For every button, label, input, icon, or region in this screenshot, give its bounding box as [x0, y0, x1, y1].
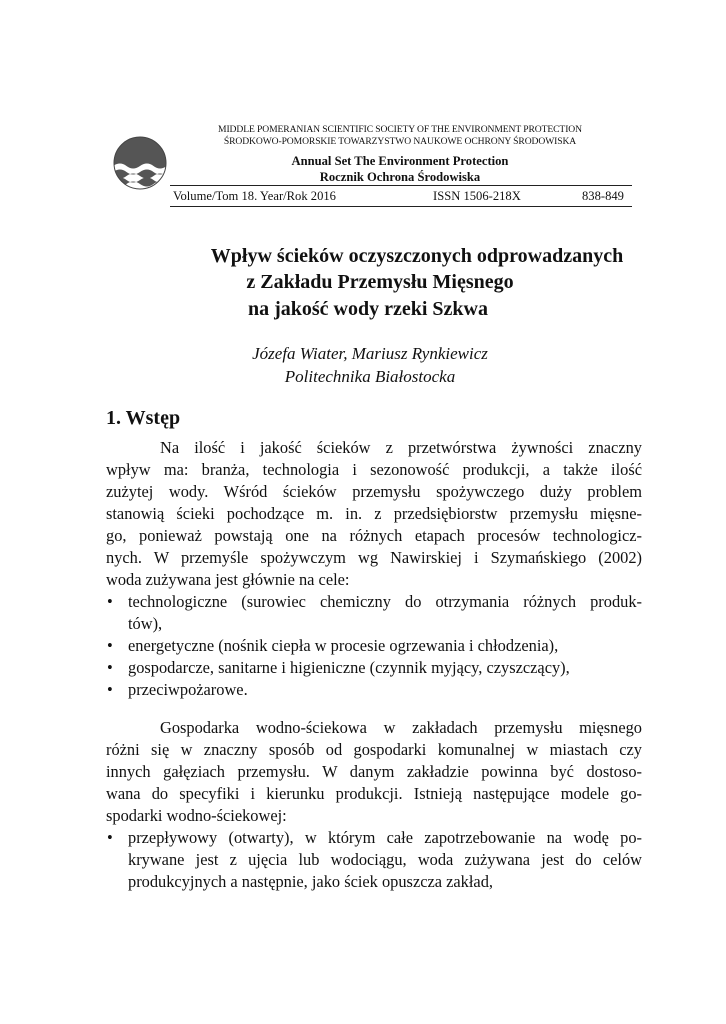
list-item-line: technologiczne (surowiec chemiczny do otrzymania różnych produk-: [128, 592, 642, 611]
society-name-pl: ŚRODKOWO-POMORSKIE TOWARZYSTWO NAUKOWE OCHRONY ŚRODOWISKA: [223, 136, 577, 147]
header-divider-bottom: [170, 206, 632, 207]
authors: Józefa Wiater, Mariusz Rynkiewicz: [252, 344, 488, 363]
issn: ISSN 1506-218X: [433, 189, 521, 203]
article-title-line: Wpływ ścieków oczyszczonych odprowadzanych: [210, 245, 624, 267]
list-item-line: produkcyjnych a następnie, jako ściek opuszcza zakład,: [128, 872, 494, 891]
paragraph-line: różni się w znaczny sposób od gospodarki komunalnej w miastach czy: [106, 740, 642, 759]
list-item-line: przepływowy (otwarty), w którym całe zapotrzebowanie na wodę po-: [128, 828, 642, 847]
bullet-icon: •: [107, 592, 113, 611]
society-name-en: MIDDLE POMERANIAN SCIENTIFIC SOCIETY OF THE ENVIRONMENT PROTECTION: [218, 124, 582, 135]
paragraph-line: woda zużywana jest głównie na cele:: [106, 570, 350, 589]
journal-name-pl: Rocznik Ochrona Środowiska: [319, 170, 481, 184]
paragraph-line: Na ilość i jakość ścieków z przetwórstwa żywności znaczny: [160, 438, 642, 457]
list-item-line: energetyczne (nośnik ciepła w procesie ogrzewania i chłodzenia),: [128, 636, 559, 655]
volume-info: Volume/Tom 18. Year/Rok 2016: [173, 189, 336, 203]
paragraph-line: wana do specyfiki i kierunku produkcji. Istnieją następujące modele go-: [106, 784, 642, 803]
paragraph-line: zużytej wody. Wśród ścieków przemysłu spożywczego duży problem: [106, 482, 642, 501]
affiliation: Politechnika Białostocka: [284, 367, 456, 386]
paragraph-line: stanowią ścieki pochodzące m. in. z przedsiębiorstw przemysłu mięsne-: [106, 504, 642, 523]
list-item-line: gospodarcze, sanitarne i higieniczne (czynnik myjący, czyszczący),: [128, 658, 570, 677]
paragraph-line: Gospodarka wodno-ściekowa w zakładach przemysłu mięsnego: [160, 718, 642, 737]
page-range: 838-849: [582, 189, 624, 203]
bullet-icon: •: [107, 636, 113, 655]
article-title-line: na jakość wody rzeki Szkwa: [247, 298, 488, 320]
list-item-line: krywane jest z ujęcia lub wodociągu, woda zużywana jest do celów: [128, 850, 642, 869]
society-logo-icon: [113, 136, 167, 190]
paragraph-line: spodarki wodno-ściekowej:: [106, 806, 287, 825]
header-divider-top: [170, 185, 632, 186]
paragraph-line: wpływ ma: branża, technologia i sezonowość produkcji, a także ilość: [106, 460, 642, 479]
article-title-line: z Zakładu Przemysłu Mięsnego: [246, 271, 514, 293]
paragraph-line: nych. W przemyśle spożywczym wg Nawirskiej i Szymańskiego (2002): [106, 548, 642, 567]
journal-name-en: Annual Set The Environment Protection: [291, 154, 509, 168]
bullet-icon: •: [107, 658, 113, 677]
paragraph-line: go, ponieważ powstają one na różnych etapach procesów technologicz-: [106, 526, 642, 545]
list-item-line: przeciwpożarowe.: [128, 680, 248, 699]
paragraph-line: innych gałęziach przemysłu. W danym zakładzie powinna być dostoso-: [106, 762, 642, 781]
bullet-icon: •: [107, 680, 113, 699]
bullet-icon: •: [107, 828, 113, 847]
section-heading: 1. Wstęp: [106, 407, 181, 429]
list-item-line: tów),: [128, 614, 163, 633]
